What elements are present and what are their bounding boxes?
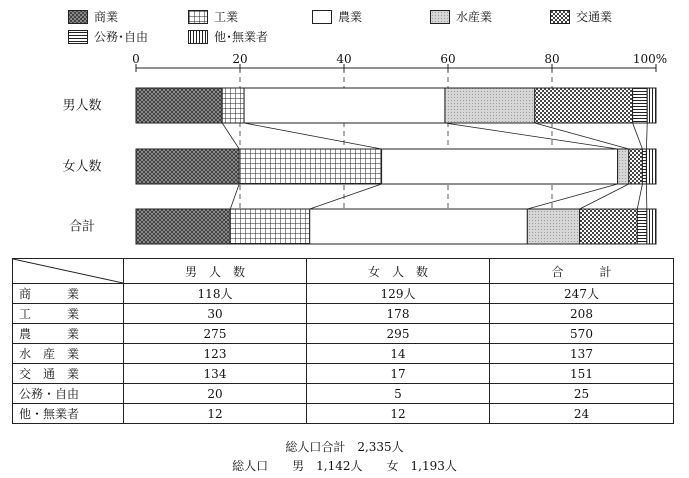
legend-item (68, 8, 118, 25)
legend-item (312, 8, 362, 25)
category-label: 男人数 (62, 98, 102, 114)
cell-total: 24 (490, 404, 674, 424)
cell-female: 17 (307, 364, 490, 384)
diagonal-line (13, 259, 123, 283)
row-label: 水 産 業 (13, 344, 124, 364)
legend-swatch (68, 10, 88, 24)
bar-segment (633, 88, 648, 123)
table-header-row (13, 259, 674, 284)
legend-label: 商業 (94, 10, 119, 24)
legend-swatch (68, 30, 88, 44)
bar-segment (136, 149, 239, 184)
bar-segment (618, 149, 629, 184)
cell-male: 123 (124, 344, 307, 364)
bar-segment (445, 88, 535, 123)
row-label: 農 業 (13, 324, 124, 344)
connector-line (310, 184, 382, 209)
x-tick-label: 40 (336, 52, 352, 66)
row-label: 公務・自由 (13, 384, 124, 404)
cell-female: 14 (307, 344, 490, 364)
x-tick-label: 20 (232, 52, 248, 66)
bar-segment (222, 88, 244, 123)
row-label: 商 業 (13, 284, 124, 304)
category-labels (62, 98, 101, 235)
legend-swatch (312, 10, 332, 24)
x-tick-label: 60 (440, 52, 456, 66)
x-axis (132, 52, 667, 72)
bar-segment (642, 149, 646, 184)
bar-segment (535, 88, 633, 123)
row-label: 交 通 業 (13, 364, 124, 384)
connector-line (633, 123, 643, 149)
legend-item (188, 28, 268, 45)
table-row (13, 364, 674, 384)
legend-item (430, 8, 492, 25)
connector-line (535, 123, 629, 149)
table-row (13, 324, 674, 344)
x-tick-label: 0 (132, 52, 140, 66)
total-population: 総人口合計 2,335人 (285, 440, 404, 454)
legend-label: 公務･自由 (94, 30, 149, 44)
legend-label: 交通業 (576, 10, 613, 24)
cell-female: 295 (307, 324, 490, 344)
bars (136, 88, 656, 244)
row-label: 工 業 (13, 304, 124, 324)
connector-line (244, 123, 382, 149)
category-label: 合計 (68, 219, 96, 235)
bar-segment (527, 209, 579, 244)
bar-segment (310, 209, 528, 244)
cell-total: 137 (490, 344, 674, 364)
connector-line (637, 184, 642, 209)
legend-item (550, 8, 612, 25)
stacked-bar-chart (0, 48, 689, 252)
legend-swatch (550, 10, 570, 24)
table-row (13, 284, 674, 304)
x-tick-label: 80 (544, 52, 560, 66)
cell-female: 178 (307, 304, 490, 324)
legend-swatch (188, 10, 208, 24)
cell-male: 30 (124, 304, 307, 324)
legend-item (188, 8, 238, 25)
bar-segment (230, 209, 309, 244)
cell-male: 118人 (124, 284, 307, 304)
bar-segment (580, 209, 638, 244)
cell-female: 5 (307, 384, 490, 404)
header-female: 女 人 数 (307, 259, 490, 284)
bar-segment (646, 149, 656, 184)
corner-cell (13, 259, 124, 284)
bar-segment (629, 149, 643, 184)
cell-total: 151 (490, 364, 674, 384)
connector-line (646, 123, 647, 149)
table-row (13, 344, 674, 364)
data-table (12, 258, 674, 424)
legend-label: 農業 (338, 10, 363, 24)
cell-male: 12 (124, 404, 307, 424)
connector-line (230, 184, 239, 209)
table-row (13, 384, 674, 404)
cell-total: 208 (490, 304, 674, 324)
bar-segment (244, 88, 445, 123)
header-total: 合 計 (490, 259, 674, 284)
population-breakdown: 総人口 男 1,142人 女 1,193人 (232, 459, 457, 473)
cell-total: 570 (490, 324, 674, 344)
cell-total: 247人 (490, 284, 674, 304)
cell-female: 12 (307, 404, 490, 424)
bar-segment (637, 209, 647, 244)
legend-item (68, 28, 148, 45)
legend-label: 他･無業者 (214, 30, 269, 44)
legend (68, 6, 668, 46)
legend-label: 工業 (214, 10, 239, 24)
cell-male: 275 (124, 324, 307, 344)
table-row (13, 404, 674, 424)
bar-segment (647, 88, 656, 123)
table-row (13, 304, 674, 324)
header-male: 男 人 数 (124, 259, 307, 284)
legend-swatch (188, 30, 208, 44)
bar-segment (136, 209, 230, 244)
legend-label: 水産業 (456, 10, 493, 24)
cell-female: 129人 (307, 284, 490, 304)
bar-segment (239, 149, 381, 184)
bar-segment (136, 88, 222, 123)
connector-line (445, 123, 618, 149)
bar-segment (647, 209, 656, 244)
category-label: 女人数 (62, 159, 102, 175)
cell-male: 134 (124, 364, 307, 384)
legend-swatch (430, 10, 450, 24)
x-tick-label: 100% (632, 52, 668, 66)
cell-total: 25 (490, 384, 674, 404)
cell-male: 20 (124, 384, 307, 404)
bar-segment (382, 149, 618, 184)
row-label: 他・無業者 (13, 404, 124, 424)
connector-line (222, 123, 239, 149)
